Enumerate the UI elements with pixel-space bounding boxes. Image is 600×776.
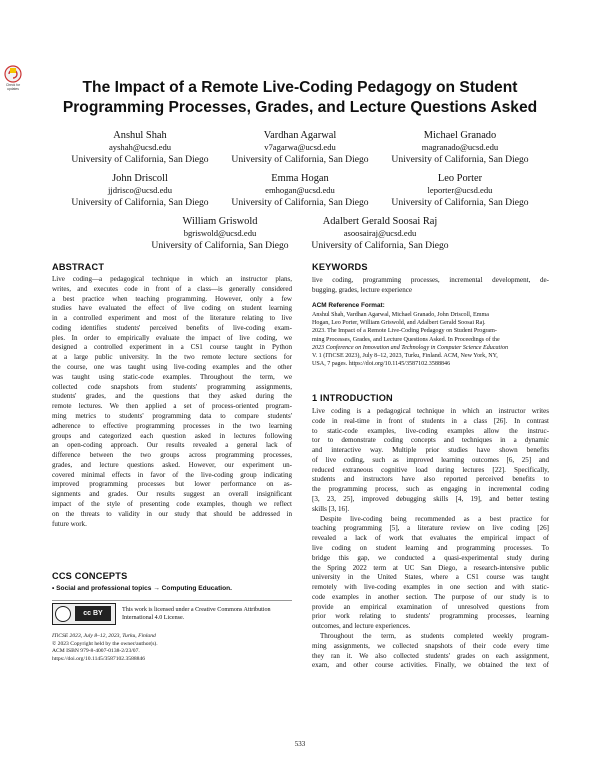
paper-title [40, 78, 560, 118]
cc-license-label: cc BY [75, 606, 111, 621]
abstract-line: an open-coding approach. Our results revealed a general lack of [52, 441, 292, 450]
introduction-body [312, 407, 549, 671]
author-affiliation: University of California, San Diego [311, 239, 449, 251]
author-name: John Driscoll [112, 173, 168, 184]
acm-reference-line: ming Processes, Grades, and Lecture Questions Asked. In Proceedings of the [312, 336, 500, 343]
footer-info [52, 633, 158, 663]
intro-line: students and instructors have also reported perceived benefits to [312, 475, 549, 484]
intro-line: ming assignments, we collected snapshots of their code every time [312, 641, 549, 650]
intro-line: outcomes, and lecture experiences. [312, 622, 411, 631]
author-name: Anshul Shah [113, 130, 167, 141]
intro-line: Throughout the term, as students completed weekly program- [320, 631, 549, 640]
author-email[interactable]: leporter@ucsd.edu [427, 184, 493, 195]
intro-line: of live coding, such as improved learning outcomes [6, 25] and [312, 455, 549, 464]
abstract-line: the course, one was taught using live-coding examples and the other [52, 363, 292, 372]
intro-line: and interactive way. Multiple prior studies have shown benefits [312, 446, 549, 455]
abstract-line: was taught using static-code examples. Throughout the term, we [52, 372, 292, 381]
abstract-line: at a large public university. In the two remote lecture sections for [52, 353, 292, 362]
abstract-line: writes, and executes code in front of a class—is generally considered [52, 284, 292, 293]
intro-line: exam, and other course activities. Finally, we obtained the text of [312, 661, 549, 670]
footer-isbn: ACM ISBN 979-8-4007-0138-2/23/07. [52, 648, 140, 655]
author-name: William Griswold [182, 216, 258, 227]
intro-line: skills [3, 16]. [312, 504, 350, 513]
author-email[interactable]: jjdrisco@ucsd.edu [108, 184, 172, 195]
acm-reference-heading: ACM Reference Format: [312, 302, 385, 309]
author-email[interactable]: bgriswold@ucsd.edu [183, 227, 257, 238]
intro-line: live coding on student learning and programming processes. To [312, 543, 549, 552]
title-line-2: Programming Processes, Grades, and Lecture Questions Asked [62, 99, 538, 116]
author-affiliation: University of California, San Diego [151, 239, 289, 251]
author-block [300, 216, 460, 251]
abstract-line: students' grades, and the questions that they asked during the [52, 392, 292, 401]
ccs-heading: CCS CONCEPTS [52, 571, 128, 581]
intro-line: remotely with live-coding examples in one section and with static- [312, 583, 549, 592]
acm-reference-line: 2023 Conference on Innovation and Technology in Computer Science Education [312, 344, 509, 351]
abstract-line: difference between the two groups across programming processes, [52, 451, 292, 460]
badge-label: Check for updates [5, 83, 21, 91]
abstract-line: Live coding—a pedagogical technique in which an instructor plans, [52, 275, 292, 283]
abstract-line: improved programming processes but lower performance on as- [52, 480, 292, 489]
abstract-line: future work. [52, 519, 87, 528]
footer-copyright: © 2023 Copyright held by the owner/author(s). [52, 640, 158, 647]
author-email[interactable]: magranado@ucsd.edu [421, 141, 499, 152]
author-name: Adalbert Gerald Soosai Raj [322, 216, 438, 227]
keywords-heading: KEYWORDS [312, 262, 368, 272]
author-block [140, 216, 300, 251]
acm-reference-line: V. 1 (ITiCSE 2023), July 8–12, 2023, Turku, Finland. ACM, New York, NY, [312, 353, 498, 360]
acm-reference-body [312, 311, 549, 368]
ccs-concept-item: • Social and professional topics → Computing Education. [52, 585, 232, 592]
footer-conference: ITiCSE 2023, July 8–12, 2023, Turku, Finland [52, 633, 156, 639]
intro-line: provide an empirical examination of unresolved questions from [312, 602, 549, 611]
author-email[interactable]: v7agarwa@ucsd.edu [264, 141, 336, 152]
author-block [60, 173, 220, 208]
abstract-line: in a controlled experiment and most of the literature relating to live [52, 314, 292, 323]
cc-by-license-icon[interactable] [52, 603, 116, 625]
intro-line: the programming process, such as engaging in incremental coding [312, 485, 549, 494]
acm-reference-line: Anshul Shah, Vardhan Agarwal, Michael Granado, John Driscoll, Emma [312, 312, 489, 318]
intro-line: code examples in another section. The purpose of our study is to [312, 592, 549, 601]
license-divider [52, 600, 292, 601]
intro-line: Live coding is a pedagogical technique in which an instructor writes [312, 407, 549, 415]
intro-line: bridge this gap, we conducted a quasi-experimental study during [312, 553, 549, 562]
keywords-line: live coding, programming processes, incremental development, de- [312, 276, 549, 284]
intro-line: teaching programming [5], a literature review on live coding [26] [312, 524, 549, 533]
abstract-line: on the threats to validity in our study that should be addressed in [52, 509, 292, 518]
abstract-line: designed a controlled experiment in a CS1 course taught in Python [52, 343, 292, 352]
abstract-line: grades, and lecture questions asked. However, our experiment un- [52, 460, 292, 469]
acm-reference-line[interactable]: USA, 7 pages. https://doi.org/10.1145/3587102.3588846 [312, 361, 451, 368]
keywords-line: bugging, grades, lecture experience [312, 285, 412, 294]
abstract-heading: ABSTRACT [52, 262, 105, 272]
abstract-line: studies have evaluated the effect of live coding on student learning [52, 304, 292, 313]
check-for-updates-badge[interactable] [3, 64, 23, 94]
intro-line: prior work relating to students' programming processes, learning [312, 612, 549, 621]
abstract-line: remote lectures. We then applied a set of process-oriented program- [52, 402, 292, 411]
abstract-line: adherence to effective programming processes in the two learning [52, 421, 292, 430]
abstract-line: a best practice when teaching programming. However, only a few [52, 294, 292, 303]
author-block [220, 173, 380, 208]
author-affiliation: University of California, San Diego [71, 196, 209, 208]
page-number: 533 [294, 740, 306, 748]
acm-reference-line: 2023. The Impact of a Remote Live-Coding Pedagogy on Student Program- [312, 328, 497, 335]
introduction-heading: 1 INTRODUCTION [312, 393, 393, 403]
abstract-line: impact of the style of presenting code examples, though we reflect [52, 499, 292, 508]
abstract-line: ples. In order to empirically evaluate the impact of live coding, we [52, 333, 292, 342]
abstract-line: signments and grades. Our results suggest an overall insignificant [52, 490, 292, 499]
author-name: Vardhan Agarwal [263, 130, 337, 141]
abstract-line: collected code snapshots from students' programming assignments, [52, 382, 292, 391]
intro-line: the Spring 2022 term at UC San Diego, a research-intensive public [312, 563, 549, 572]
intro-line: reduced extraneous cognitive load during lectures [22]. Specifically, [312, 465, 549, 474]
cc-circle-icon [55, 606, 71, 622]
intro-line: code in real-time in front of students in a class [26]. In contrast [312, 416, 549, 425]
author-block [60, 130, 220, 165]
author-name: Michael Granado [423, 130, 497, 141]
license-line: International 4.0 License. [122, 615, 185, 622]
acm-reference-line: Hogan, Leo Porter, William Griswold, and Adalbert Gerald Soosai Raj. [312, 320, 486, 327]
author-block [220, 130, 380, 165]
author-affiliation: University of California, San Diego [231, 153, 369, 165]
license-line: This work is licensed under a Creative Commons Attribution [122, 607, 271, 613]
license-text [122, 606, 271, 622]
intro-line: university in the United States, where a CS1 course was taught [312, 573, 549, 582]
author-affiliation: University of California, San Diego [391, 196, 529, 208]
keywords-body [312, 276, 549, 296]
intro-line: they ran it. We also collected students' grades on each assignment, [312, 651, 549, 660]
author-email[interactable]: emhogan@ucsd.edu [265, 184, 335, 195]
abstract-line: covered minimal effects in favor of the live-coding group indicating [52, 470, 292, 479]
author-affiliation: University of California, San Diego [231, 196, 369, 208]
author-block [380, 130, 540, 165]
author-affiliation: University of California, San Diego [391, 153, 529, 165]
intro-line: to static-code examples, live-coding examples allow the instruc- [312, 426, 549, 435]
author-name: Leo Porter [437, 173, 483, 184]
author-email[interactable]: asoosairaj@ucsd.edu [343, 227, 417, 238]
intro-line: Despite live-coding being recommended as a best practice for [320, 514, 549, 523]
footer-doi[interactable]: https://doi.org/10.1145/3587102.3588846 [52, 655, 146, 662]
abstract-line: coding identifies students' perceived benefits of live-coding exam- [52, 323, 292, 332]
abstract-line: ming metrics to students' programming data to compare students' [52, 411, 292, 420]
abstract-body [52, 275, 292, 529]
author-block [380, 173, 540, 208]
author-name: Emma Hogan [271, 173, 329, 184]
intro-line: [3, 23, 25], improved debugging skills [4, 19], and better testing [312, 495, 549, 504]
intro-line: revealed a lack of work that evaluates the empirical impact of [312, 534, 549, 543]
title-line-1: The Impact of a Remote Live-Coding Pedagogy on Student [82, 79, 518, 96]
abstract-line: groups and categorized each question asked in lectures following [52, 431, 292, 440]
intro-line: tor to demonstrate coding concepts and techniques in a dynamic [312, 436, 549, 445]
author-email[interactable]: ayshah@ucsd.edu [108, 141, 172, 152]
author-affiliation: University of California, San Diego [71, 153, 209, 165]
